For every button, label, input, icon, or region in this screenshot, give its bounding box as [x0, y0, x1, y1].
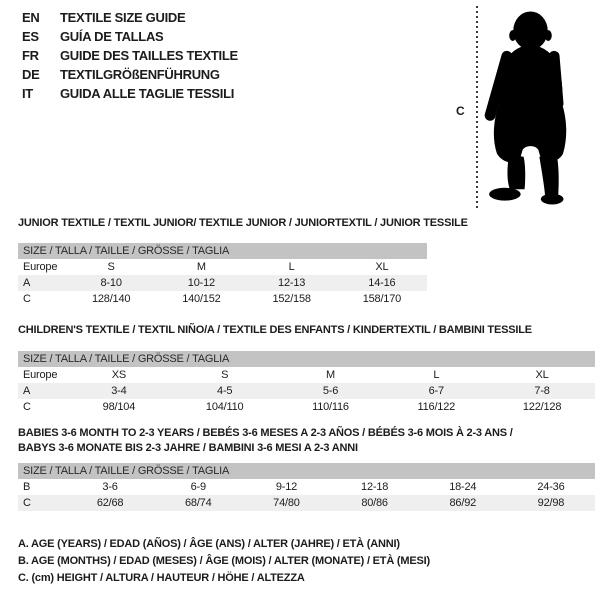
- height-c-label: C: [456, 104, 465, 118]
- language-code: DE: [22, 67, 40, 82]
- row-label: Europe: [23, 369, 58, 381]
- age-cell: 3-4: [111, 385, 127, 397]
- guide-title-fr: GUIDE DES TAILLES TEXTILE: [60, 48, 238, 63]
- table-row-age-months: [18, 479, 595, 495]
- age-cell: 9-12: [275, 481, 298, 493]
- table-row-europe: [18, 259, 427, 275]
- size-cell: XS: [111, 369, 127, 381]
- junior-size-table: [18, 243, 427, 307]
- height-cell: 104/110: [205, 401, 244, 413]
- age-cell: 6-7: [428, 385, 444, 397]
- size-cell: M: [326, 369, 335, 381]
- table-row-height-cm: [18, 291, 427, 307]
- height-cell: 98/104: [102, 401, 136, 413]
- babies-title-line1: BABIES 3-6 MONTH TO 2-3 YEARS / BEBÉS 3-6 MESES A 2-3 AÑOS / BÉBÉS 3-6 MOIS À 2-3 ANS /: [18, 427, 513, 439]
- age-cell: 12-18: [361, 481, 389, 493]
- height-cell: 110/116: [312, 401, 349, 413]
- size-cell: XL: [535, 369, 549, 381]
- age-cell: 5-6: [322, 385, 339, 397]
- size-cell: L: [433, 369, 440, 381]
- height-cell: 74/80: [273, 497, 300, 509]
- height-cell: 62/68: [96, 497, 124, 509]
- height-cell: 92/98: [537, 497, 565, 509]
- table-row-height-cm: [18, 495, 595, 511]
- row-label: B: [23, 481, 31, 493]
- size-cell: M: [196, 261, 206, 273]
- babies-size-table: [18, 463, 595, 511]
- language-row-fr: [22, 46, 238, 65]
- table-row-age-years: [18, 383, 595, 399]
- age-cell: 6-9: [190, 481, 206, 493]
- age-cell: 4-5: [217, 385, 233, 397]
- height-cell: 158/170: [362, 293, 402, 305]
- size-cell: S: [221, 369, 229, 381]
- row-label: Europe: [23, 261, 58, 273]
- language-code: IT: [22, 86, 33, 101]
- children-table-title: CHILDREN'S TEXTILE / TEXTIL NIÑO/A / TEXTILE DES ENFANTS / KINDERTEXTIL / BAMBINI TESSILE: [18, 324, 532, 336]
- size-header-bar: SIZE / TALLA / TAILLE / GRÖSSE / TAGLIA: [18, 243, 427, 259]
- age-cell: 24-36: [537, 481, 565, 493]
- height-cell: 140/152: [182, 293, 221, 305]
- junior-table-title: JUNIOR TEXTILE / TEXTIL JUNIOR/ TEXTILE JUNIOR / JUNIORTEXTIL / JUNIOR TESSILE: [18, 217, 468, 229]
- age-cell: 3-6: [102, 481, 118, 493]
- table-row-height-cm: [18, 399, 595, 415]
- language-code: FR: [22, 48, 39, 63]
- size-header-bar: SIZE / TALLA / TAILLE / GRÖSSE / TAGLIA: [18, 351, 595, 367]
- language-title-list: [22, 8, 238, 103]
- baby-silhouette-icon: [483, 9, 577, 206]
- guide-title-it: GUIDA ALLE TAGLIE TESSILI: [60, 86, 235, 101]
- size-cell: XL: [375, 261, 389, 273]
- row-label: C: [23, 293, 31, 305]
- legend-line-a: A. AGE (YEARS) / EDAD (AÑOS) / ÂGE (ANS) / ALTER (JAHRE) / ETÀ (ANNI): [18, 538, 400, 550]
- language-code: EN: [22, 10, 40, 25]
- language-row-de: [22, 65, 238, 84]
- size-header-bar: SIZE / TALLA / TAILLE / GRÖSSE / TAGLIA: [18, 463, 595, 479]
- row-label: A: [23, 277, 31, 289]
- babies-title-line2: BABYS 3-6 MONATE BIS 2-3 JAHRE / BAMBINI 3-6 MESI A 2-3 ANNI: [18, 442, 358, 454]
- language-row-es: [22, 27, 238, 46]
- language-row-it: [22, 84, 238, 103]
- table-row-age-years: [18, 275, 427, 291]
- table-row-europe: [18, 367, 595, 383]
- age-cell: 7-8: [534, 385, 550, 397]
- size-cell: S: [107, 261, 115, 273]
- age-cell: 10-12: [187, 277, 215, 289]
- age-cell: 18-24: [449, 481, 477, 493]
- legend-line-b: B. AGE (MONTHS) / EDAD (MESES) / ÂGE (MOIS) / ALTER (MONATE) / ETÀ (MESI): [18, 555, 430, 567]
- height-cell: 128/140: [91, 293, 131, 305]
- age-cell: 14-16: [368, 277, 396, 289]
- size-cell: L: [288, 261, 295, 273]
- guide-title-es: GUÍA DE TALLAS: [60, 29, 164, 44]
- measurement-legend: [18, 536, 430, 587]
- children-size-table: [18, 351, 595, 415]
- age-cell: 12-13: [278, 277, 306, 289]
- legend-line-c: C. (cm) HEIGHT / ALTURA / HAUTEUR / HÖHE / ALTEZZA: [18, 572, 305, 584]
- height-cell: 68/74: [184, 497, 212, 509]
- height-measure-dotted-line: [476, 6, 478, 208]
- guide-title-de: TEXTILGRÖßENFÜHRUNG: [60, 67, 220, 82]
- height-cell: 116/122: [417, 401, 456, 413]
- height-cell: 122/128: [522, 401, 562, 413]
- babies-table-title: [18, 426, 513, 456]
- height-cell: 152/158: [272, 293, 311, 305]
- guide-title-en: TEXTILE SIZE GUIDE: [60, 10, 186, 25]
- height-cell: 80/86: [361, 497, 388, 509]
- age-cell: 8-10: [100, 277, 122, 289]
- language-row-en: [22, 8, 238, 27]
- height-cell: 86/92: [449, 497, 477, 509]
- row-label: C: [23, 401, 31, 413]
- row-label: C: [23, 497, 31, 509]
- row-label: A: [23, 385, 31, 397]
- language-code: ES: [22, 29, 39, 44]
